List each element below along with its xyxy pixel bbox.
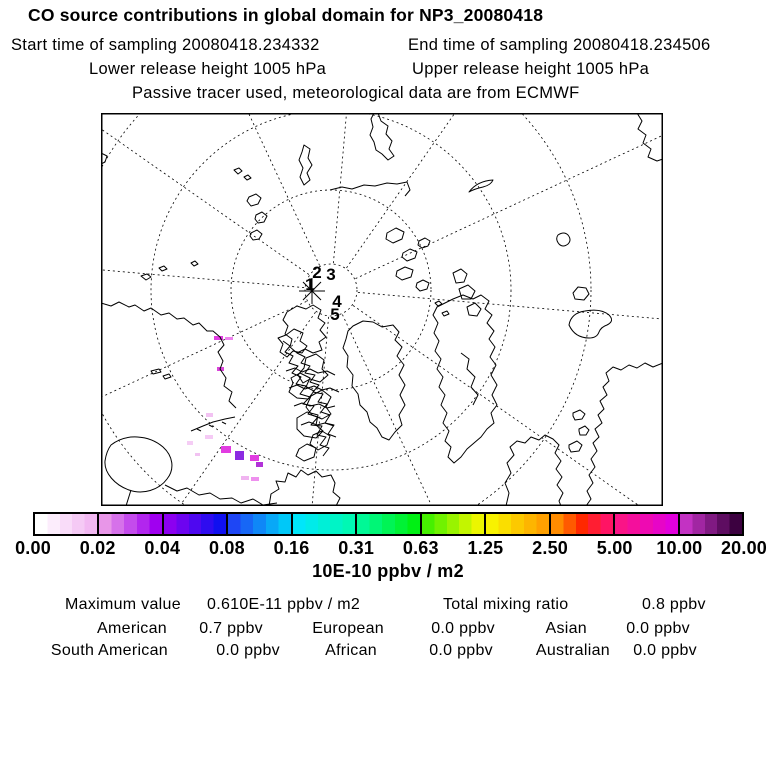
coastline-path [637, 113, 663, 161]
colorbar-segment [99, 514, 163, 534]
coastline-path [569, 410, 589, 452]
contribution-cell [250, 455, 259, 461]
contribution-cell [206, 413, 213, 417]
region-value-asian: 0.0 ppbv [626, 620, 690, 637]
coastline-path [296, 444, 316, 461]
coastline-path [469, 180, 493, 192]
coastline-path [269, 470, 340, 506]
colorbar-segment [164, 514, 228, 534]
coastline-path [435, 269, 481, 316]
coastlines [101, 113, 663, 506]
contribution-cell [187, 441, 193, 445]
region-value-australian: 0.0 ppbv [633, 642, 697, 659]
map-frame [102, 114, 663, 506]
contribution-cell [251, 477, 259, 481]
colorbar-segment [422, 514, 486, 534]
coastline-path [386, 228, 430, 291]
polar-map [101, 113, 663, 506]
coastline-path [433, 295, 497, 463]
coastline-path [101, 302, 236, 408]
coastline-path [586, 363, 663, 506]
region-label-asian: Asian [545, 620, 587, 637]
map-panel [101, 113, 663, 506]
colorbar-segment [615, 514, 679, 534]
release-point-label-1: 1 [305, 275, 315, 294]
coastline-path [461, 353, 478, 405]
start-time-text: Start time of sampling 20080418.234332 [11, 36, 320, 54]
contribution-cell [225, 337, 233, 340]
coastline-path [278, 329, 307, 357]
region-value-south-american: 0.0 ppbv [216, 642, 280, 659]
contribution-cell [195, 453, 200, 456]
colorbar-tick: 0.16 [273, 538, 310, 558]
colorbar-segment [486, 514, 550, 534]
colorbar-tick: 0.02 [79, 538, 116, 558]
colorbar-tick: 10.00 [656, 538, 703, 558]
coastline-path [297, 412, 323, 438]
contribution-cell [205, 435, 213, 439]
coastline-path [191, 417, 235, 431]
colorbar-segment [357, 514, 421, 534]
coastline-path [289, 373, 314, 399]
coastline-path [557, 233, 589, 300]
colorbar-tick: 0.63 [402, 538, 439, 558]
stats-maximum-value: 0.610E-11 ppbv / m2 [207, 596, 361, 613]
stats-total-label: Total mixing ratio [443, 596, 569, 613]
graticule [101, 113, 663, 506]
release-point-label-5: 5 [330, 305, 340, 324]
colorbar-tick: 2.50 [532, 538, 568, 558]
coastline-path [299, 145, 312, 185]
coastline-path [165, 485, 277, 505]
contribution-patches [187, 336, 263, 481]
contribution-cell [221, 446, 231, 453]
release-point-label-2: 2 [312, 263, 322, 282]
colorbar-segment [551, 514, 615, 534]
coastline-path [569, 310, 612, 338]
contribution-cell [256, 462, 263, 467]
colorbar-tick: 0.31 [338, 538, 375, 558]
stats-total-value: 0.8 ppbv [642, 596, 706, 613]
coastline-path [505, 435, 563, 506]
colorbar [33, 512, 744, 536]
release-point-label-3: 3 [326, 265, 336, 284]
colorbar-segment [680, 514, 742, 534]
lower-release-height-text: Lower release height 1005 hPa [89, 60, 327, 78]
colorbar-tick: 0.08 [208, 538, 245, 558]
region-label-south-american: South American [50, 642, 168, 659]
tracer-note-text: Passive tracer used, meteorological data are from ECMWF [132, 84, 580, 102]
region-label-american: American [97, 620, 167, 637]
upper-release-height-text: Upper release height 1005 hPa [412, 60, 650, 78]
region-value-african: 0.0 ppbv [429, 642, 493, 659]
region-label-australian: Australian [535, 642, 610, 659]
stats-maximum-label: Maximum value [65, 596, 181, 613]
page-title: CO source contributions in global domain for NP3_20080418 [28, 5, 544, 25]
colorbar-segment [35, 514, 99, 534]
colorbar-segment [228, 514, 292, 534]
colorbar-tick: 20.00 [720, 538, 768, 558]
colorbar-tick: 5.00 [596, 538, 633, 558]
coastline-path [343, 321, 405, 440]
coastline-path [234, 168, 267, 240]
coastline-path [370, 113, 394, 160]
colorbar-tick: 0.04 [144, 538, 181, 558]
region-value-american: 0.7 ppbv [199, 620, 263, 637]
colorbar-segment [293, 514, 357, 534]
coastline-path [105, 437, 172, 506]
coastline-path [141, 261, 198, 379]
release-point-labels [305, 263, 342, 324]
colorbar-tick-labels [15, 538, 768, 558]
region-label-european: European [312, 620, 384, 637]
contribution-cell [241, 476, 249, 480]
colorbar-tick: 1.25 [467, 538, 504, 558]
colorbar-tick: 0.00 [15, 538, 51, 558]
end-time-text: End time of sampling 20080418.234506 [408, 36, 711, 54]
release-point-label-4: 4 [332, 292, 342, 311]
region-value-european: 0.0 ppbv [431, 620, 495, 637]
region-label-african: African [325, 642, 377, 659]
contribution-cell [235, 451, 244, 460]
colorbar-unit-label: 10E-10 ppbv / m2 [312, 561, 464, 581]
